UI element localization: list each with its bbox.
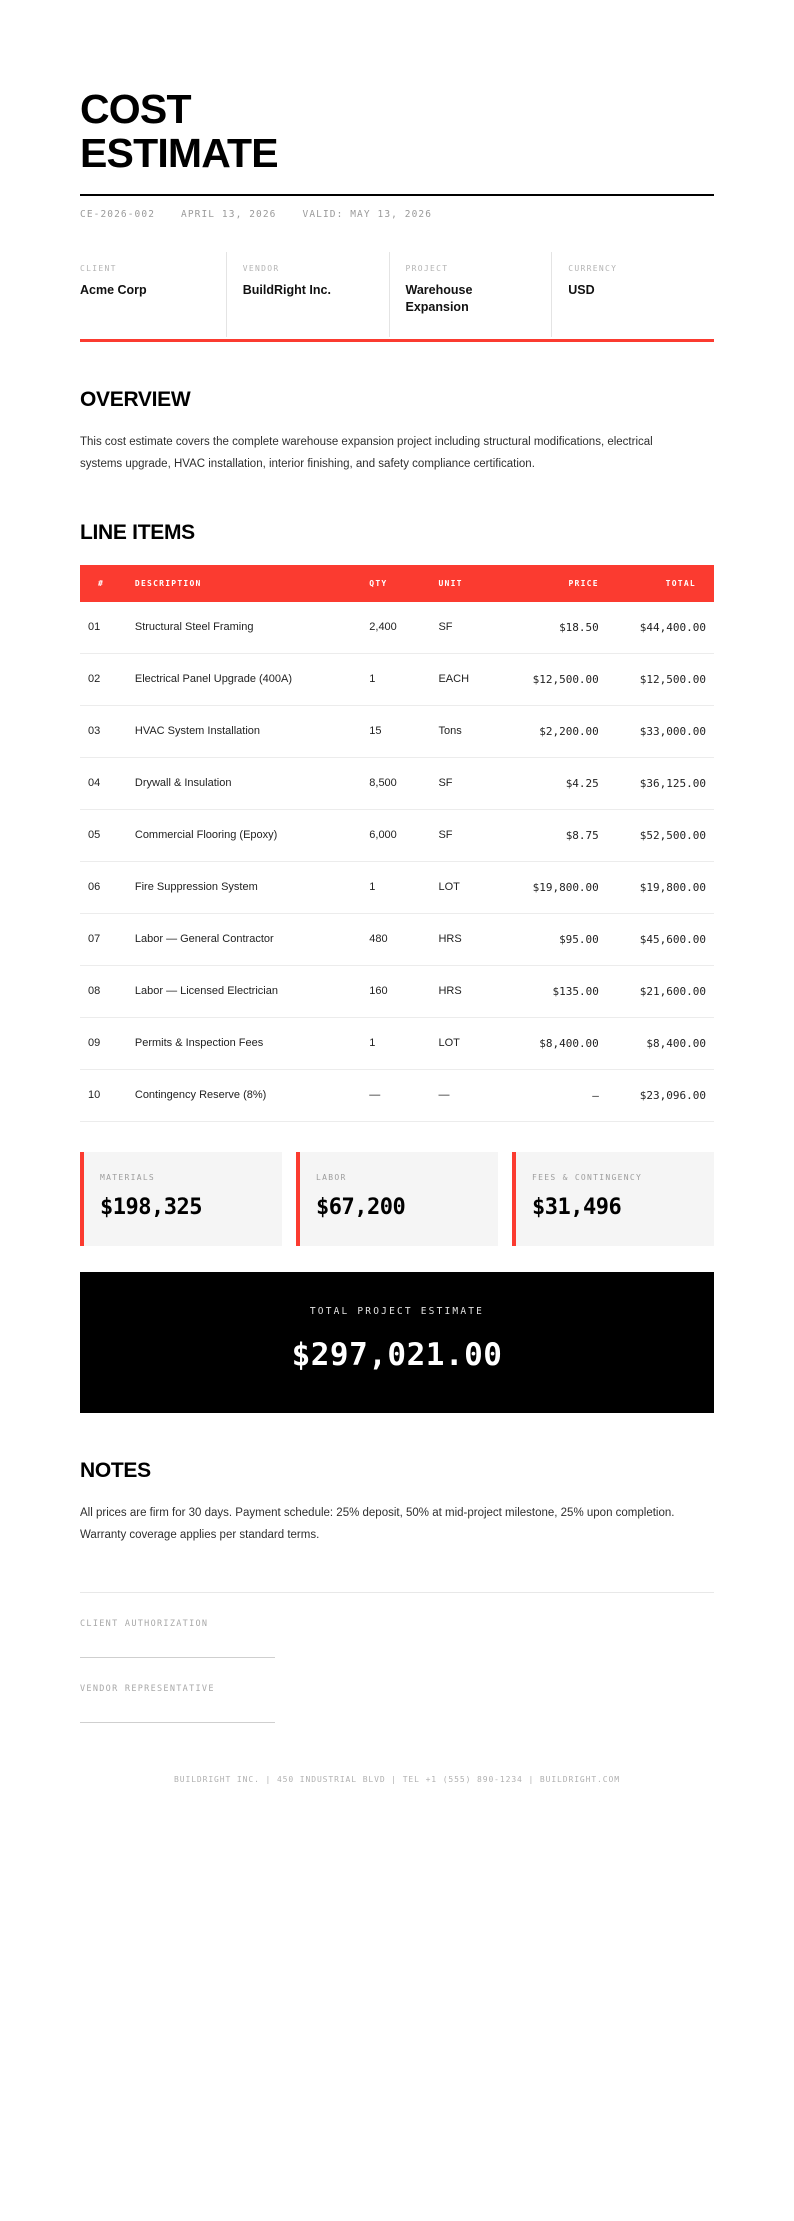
cell-unit: EACH	[430, 654, 499, 706]
signature-label-vendor: VENDOR REPRESENTATIVE	[80, 1684, 215, 1694]
cell-num: 04	[80, 758, 127, 810]
cell-qty: 480	[361, 914, 430, 966]
cell-description: Commercial Flooring (Epoxy)	[127, 810, 361, 862]
cell-description: Contingency Reserve (8%)	[127, 1070, 361, 1122]
cell-qty: —	[361, 1070, 430, 1122]
cell-description: HVAC System Installation	[127, 706, 361, 758]
cell-description: Labor — Licensed Electrician	[127, 966, 361, 1018]
overview-heading: OVERVIEW	[80, 388, 191, 412]
table-row	[80, 654, 714, 706]
col-header-unit: UNIT	[430, 565, 499, 602]
col-header-description: DESCRIPTION	[127, 565, 361, 602]
summary-value-labor: $67,200	[316, 1195, 406, 1221]
estimate-number: CE-2026-002	[80, 208, 156, 220]
info-value-currency: USD	[568, 282, 595, 297]
summary-label-materials: MATERIALS	[100, 1173, 156, 1183]
accent-divider	[80, 339, 714, 342]
cell-qty: 2,400	[361, 602, 430, 654]
line-items-heading: LINE ITEMS	[80, 521, 195, 544]
summary-label-labor: LABOR	[316, 1173, 347, 1183]
cell-total: $12,500.00	[607, 654, 714, 706]
info-cell-currency	[551, 252, 714, 338]
info-cell-vendor	[226, 252, 389, 338]
col-header-price: PRICE	[500, 565, 607, 602]
cell-price: $135.00	[500, 966, 607, 1018]
table-row	[80, 758, 714, 810]
line-items-header	[80, 565, 714, 602]
signature-client	[80, 1593, 714, 1658]
header-meta	[80, 196, 714, 220]
table-row	[80, 602, 714, 654]
cell-qty: 1	[361, 654, 430, 706]
signature-vendor	[80, 1658, 714, 1723]
cell-total: $8,400.00	[607, 1018, 714, 1070]
cell-unit: SF	[430, 758, 499, 810]
cell-qty: 6,000	[361, 810, 430, 862]
cell-total: $19,800.00	[607, 862, 714, 914]
notes-heading: NOTES	[80, 1459, 151, 1483]
cell-qty: 1	[361, 1018, 430, 1070]
cell-description: Permits & Inspection Fees	[127, 1018, 361, 1070]
party-info-grid	[80, 252, 714, 338]
summary-value-fees: $31,496	[532, 1195, 622, 1221]
table-row	[80, 810, 714, 862]
cell-description: Electrical Panel Upgrade (400A)	[127, 654, 361, 706]
cell-num: 08	[80, 966, 127, 1018]
cell-qty: 160	[361, 966, 430, 1018]
col-header-num: #	[80, 565, 127, 602]
info-cell-client	[80, 252, 226, 338]
cell-unit: Tons	[430, 706, 499, 758]
total-amount: $297,021.00	[291, 1337, 503, 1374]
table-row	[80, 1070, 714, 1122]
cell-num: 02	[80, 654, 127, 706]
cell-num: 03	[80, 706, 127, 758]
cell-total: $21,600.00	[607, 966, 714, 1018]
cell-unit: SF	[430, 602, 499, 654]
cell-qty: 15	[361, 706, 430, 758]
total-estimate-band	[80, 1272, 714, 1413]
cell-qty: 1	[361, 862, 430, 914]
total-label: TOTAL PROJECT ESTIMATE	[309, 1306, 485, 1318]
cell-price: $18.50	[500, 602, 607, 654]
cell-total: $33,000.00	[607, 706, 714, 758]
table-row	[80, 706, 714, 758]
cell-num: 06	[80, 862, 127, 914]
summary-label-fees: FEES & CONTINGENCY	[532, 1173, 643, 1183]
document-header	[80, 80, 714, 220]
cell-description: Drywall & Insulation	[127, 758, 361, 810]
summary-card-fees	[512, 1152, 714, 1246]
signature-block	[80, 1592, 714, 1723]
cell-price: $12,500.00	[500, 654, 607, 706]
cell-description: Fire Suppression System	[127, 862, 361, 914]
cell-unit: HRS	[430, 966, 499, 1018]
info-label-project: PROJECT	[405, 263, 449, 273]
summary-card-materials	[80, 1152, 282, 1246]
info-value-client: Acme Corp	[80, 282, 147, 297]
col-header-qty: QTY	[361, 565, 430, 602]
page-title: COST ESTIMATE	[80, 86, 278, 176]
cell-price: $8,400.00	[500, 1018, 607, 1070]
cell-price: $95.00	[500, 914, 607, 966]
table-row	[80, 966, 714, 1018]
line-items-body	[80, 602, 714, 1122]
cell-num: 05	[80, 810, 127, 862]
cell-price: $19,800.00	[500, 862, 607, 914]
document-footer: BUILDRIGHT INC. | 450 INDUSTRIAL BLVD | TEL +1 (555) 890-1234 | BUILDRIGHT.COM	[174, 1775, 620, 1784]
summary-card-labor	[296, 1152, 498, 1246]
cell-description: Structural Steel Framing	[127, 602, 361, 654]
cell-total: $23,096.00	[607, 1070, 714, 1122]
table-row	[80, 1018, 714, 1070]
cell-total: $36,125.00	[607, 758, 714, 810]
cell-total: $52,500.00	[607, 810, 714, 862]
info-value-project: Warehouse Expansion	[405, 282, 473, 314]
summary-value-materials: $198,325	[100, 1195, 202, 1221]
signature-line-vendor[interactable]	[80, 1722, 275, 1723]
notes-text: All prices are firm for 30 days. Payment schedule: 25% deposit, 50% at mid-project milestone, 25% upon completion. Warranty coverage applies per standard terms.	[80, 1507, 675, 1541]
cell-unit: LOT	[430, 862, 499, 914]
cell-price: –	[500, 1070, 607, 1122]
cell-unit: HRS	[430, 914, 499, 966]
info-label-vendor: VENDOR	[242, 263, 280, 273]
cell-total: $45,600.00	[607, 914, 714, 966]
cell-description: Labor — General Contractor	[127, 914, 361, 966]
valid-until: VALID: MAY 13, 2026	[302, 208, 433, 220]
summary-cards	[80, 1152, 714, 1246]
signature-label-client: CLIENT AUTHORIZATION	[80, 1619, 209, 1629]
cell-unit: LOT	[430, 1018, 499, 1070]
info-label-client: CLIENT	[80, 263, 117, 273]
table-row	[80, 862, 714, 914]
cell-num: 09	[80, 1018, 127, 1070]
cell-qty: 8,500	[361, 758, 430, 810]
cell-price: $4.25	[500, 758, 607, 810]
info-cell-project	[389, 252, 552, 338]
cell-price: $2,200.00	[500, 706, 607, 758]
cell-unit: —	[430, 1070, 499, 1122]
overview-text: This cost estimate covers the complete warehouse expansion project including structural modifications, electrical systems upgrade, HVAC installation, interior finishing, and safety compliance certification.	[80, 436, 653, 470]
info-label-currency: CURRENCY	[568, 263, 618, 273]
cell-num: 01	[80, 602, 127, 654]
cell-price: $8.75	[500, 810, 607, 862]
cell-total: $44,400.00	[607, 602, 714, 654]
col-header-total: TOTAL	[607, 565, 714, 602]
info-value-vendor: BuildRight Inc.	[242, 282, 331, 297]
table-row	[80, 914, 714, 966]
issue-date: APRIL 13, 2026	[181, 208, 277, 220]
table-header-row	[80, 565, 714, 602]
line-items-table	[80, 565, 714, 1122]
cell-num: 07	[80, 914, 127, 966]
cell-unit: SF	[430, 810, 499, 862]
cell-num: 10	[80, 1070, 127, 1122]
